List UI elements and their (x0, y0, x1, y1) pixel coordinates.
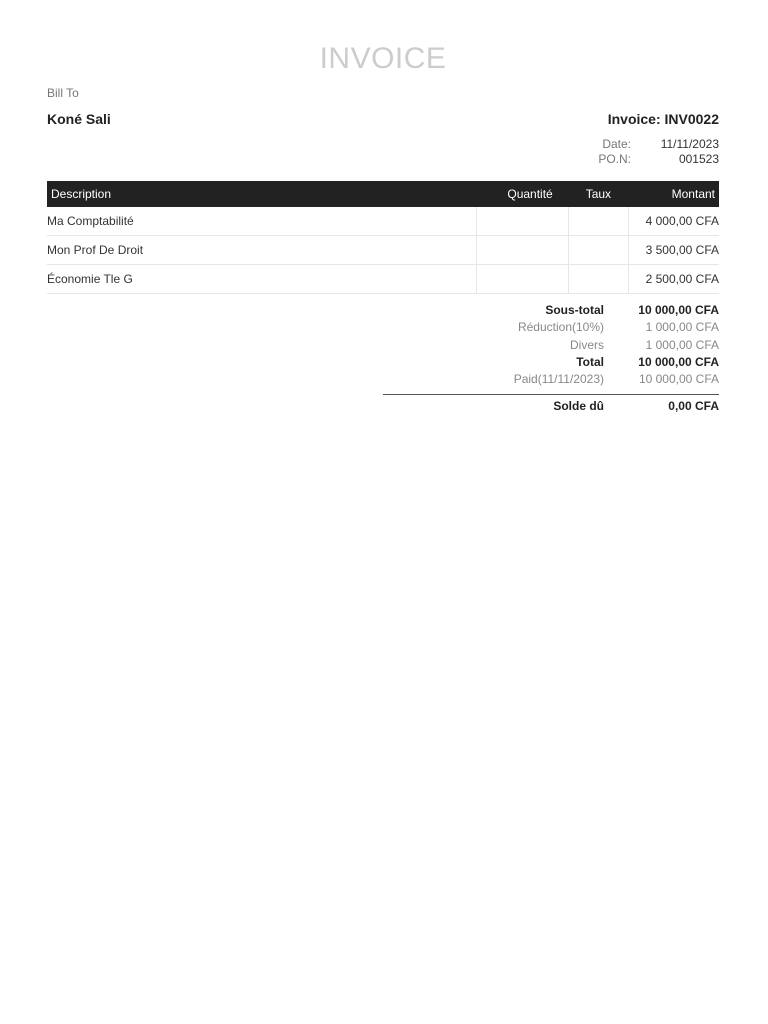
balance-due-row (383, 394, 719, 415)
row-amount: 2 500,00 CFA (628, 265, 719, 294)
header-quantity: Quantité (476, 181, 568, 207)
row-description: Ma Comptabilité (47, 207, 476, 236)
discount-label: Réduction(10%) (517, 320, 604, 335)
discount-row (383, 319, 719, 336)
total-label: Total (576, 354, 604, 369)
date-value: 11/11/2023 (660, 137, 719, 151)
row-quantity (476, 265, 568, 294)
paid-label: Paid(11/11/2023) (513, 372, 604, 387)
subtotal-value: 10 000,00 CFA (638, 303, 719, 317)
row-quantity (476, 207, 568, 236)
misc-row (383, 337, 719, 354)
discount-value: 1 000,00 CFA (645, 320, 719, 335)
row-rate (569, 265, 628, 294)
date-label: Date: (602, 137, 631, 151)
subtotal-label: Sous-total (545, 303, 604, 317)
row-amount: 3 500,00 CFA (628, 236, 719, 265)
invoice-meta (571, 137, 719, 166)
header-rate: Taux (569, 181, 628, 207)
client-name: Koné Sali (47, 111, 111, 127)
row-amount: 4 000,00 CFA (628, 207, 719, 236)
total-row (383, 354, 719, 371)
table-row (47, 265, 719, 294)
paid-value: 10 000,00 CFA (638, 372, 719, 387)
date-row (571, 137, 719, 152)
row-description: Mon Prof De Droit (47, 236, 476, 265)
subtotal-row (383, 302, 719, 319)
row-rate (569, 207, 628, 236)
balance-due-value: 0,00 CFA (668, 399, 719, 414)
misc-label: Divers (569, 337, 604, 352)
balance-due-label: Solde dû (553, 399, 604, 414)
invoice-title: INVOICE (319, 42, 447, 75)
row-description: Économie Tle G (47, 265, 476, 294)
table-row (47, 207, 719, 236)
header-amount: Montant (628, 181, 719, 207)
total-value: 10 000,00 CFA (638, 354, 719, 369)
paid-row (383, 371, 719, 388)
line-items-table (47, 181, 719, 294)
invoice-number: Invoice: INV0022 (607, 111, 719, 127)
po-label: PO.N: (598, 151, 631, 166)
row-rate (569, 236, 628, 265)
bill-to-label: Bill To (47, 86, 79, 100)
row-quantity (476, 236, 568, 265)
header-description: Description (47, 181, 476, 207)
misc-value: 1 000,00 CFA (645, 337, 719, 352)
table-header-row (47, 181, 719, 207)
po-value: 001523 (678, 151, 719, 166)
table-row (47, 236, 719, 265)
po-row (571, 152, 719, 167)
totals-section (383, 302, 719, 416)
